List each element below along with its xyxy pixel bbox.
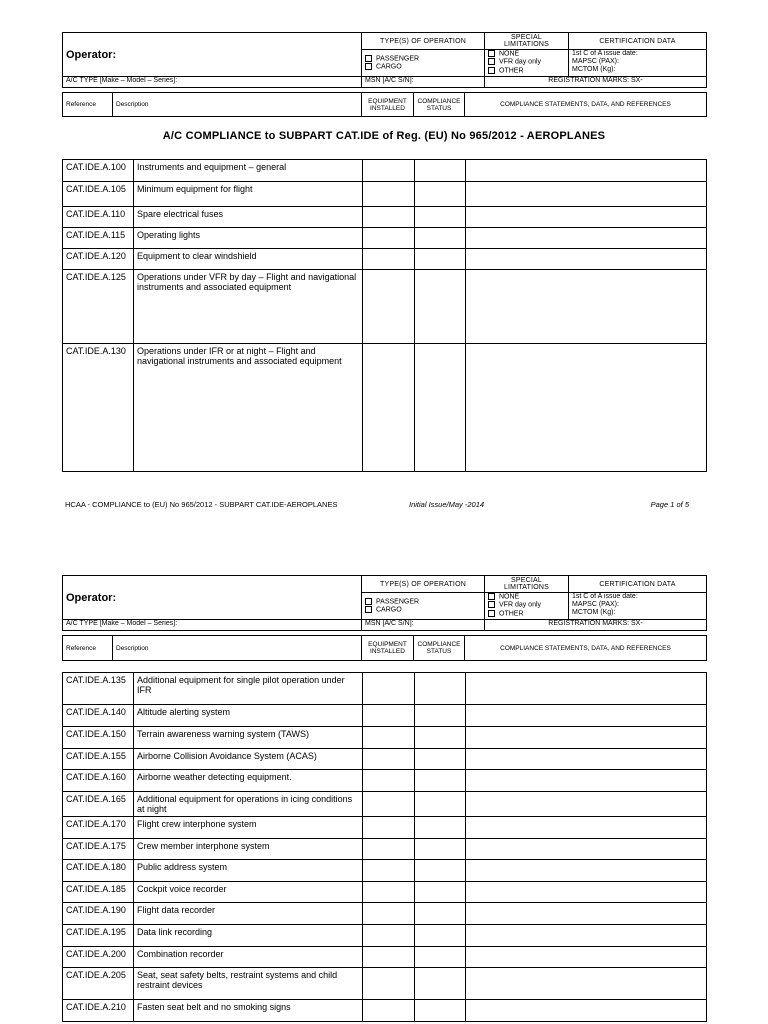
ref-cell: CAT.IDE.A.185 [63,882,134,903]
col-compliance-statements: COMPLIANCE STATEMENTS, DATA, AND REFERENCES [465,93,707,117]
ref-cell: CAT.IDE.A.170 [63,817,134,839]
types-of-operation-heading: TYPE(S) OF OPERATION [362,576,485,593]
statement-cell[interactable] [466,947,707,968]
certification-data-heading: CERTIFICATION DATA [569,33,707,50]
statement-cell[interactable] [466,270,707,344]
ref-cell: CAT.IDE.A.175 [63,839,134,860]
cert-data [569,593,707,620]
operation-types [362,50,485,77]
desc-cell: Flight data recorder [134,903,363,925]
col-description: Description [113,636,362,661]
status-cell[interactable] [415,228,466,249]
equipment-cell[interactable] [363,207,415,228]
statement-cell[interactable] [466,839,707,860]
ref-cell: CAT.IDE.A.100 [63,160,134,182]
msn-field: MSN [A/C S/N]: [362,77,485,88]
statement-cell[interactable] [466,860,707,882]
statement-cell[interactable] [466,705,707,727]
table-row [63,882,707,903]
ac-type-field: A/C TYPE [Make – Model – Series]: [63,620,362,631]
col-compliance-status: COMPLIANCE STATUS [414,636,465,661]
cert-mctom: MCTOM (Kg): [572,609,616,616]
ref-cell: CAT.IDE.A.130 [63,344,134,472]
equipment-cell[interactable] [363,228,415,249]
statement-cell[interactable] [466,228,707,249]
ac-type-field: A/C TYPE [Make – Model – Series]: [63,77,362,88]
table-row [63,968,707,1000]
col-reference: Reference [63,93,113,117]
checkbox-icon[interactable] [365,63,372,70]
checkbox-icon[interactable] [488,601,495,608]
registration-marks-field: REGISTRATION MARKS: SX- [485,620,707,631]
cert-mctom: MCTOM (Kg): [572,66,616,73]
status-cell[interactable] [415,792,466,817]
ref-cell: CAT.IDE.A.165 [63,792,134,817]
table-row [63,770,707,792]
desc-cell: Minimum equipment for flight [134,182,363,207]
ref-cell: CAT.IDE.A.210 [63,1000,134,1022]
equipment-cell[interactable] [363,705,415,727]
op-passenger: PASSENGER [376,55,420,62]
column-header-page2 [62,635,707,661]
ref-cell: CAT.IDE.A.135 [63,673,134,705]
column-header-page1 [62,92,707,117]
ref-cell: CAT.IDE.A.195 [63,925,134,947]
equipment-cell[interactable] [363,839,415,860]
col-equipment-installed: EQUIPMENT INSTALLED [362,93,414,117]
op-cargo: CARGO [376,63,402,71]
table-row [63,249,707,270]
status-cell[interactable] [415,817,466,839]
lim-other: OTHER [499,610,524,618]
table-row [63,160,707,182]
cert-mapsc: MAPSC (PAX): [572,58,619,65]
statement-cell[interactable] [466,925,707,947]
op-passenger: PASSENGER [376,598,420,605]
header-table-page1 [62,32,707,88]
lim-none: NONE [499,50,520,58]
ref-cell: CAT.IDE.A.205 [63,968,134,1000]
ref-cell: CAT.IDE.A.115 [63,228,134,249]
desc-cell: Public address system [134,860,363,882]
equipment-cell[interactable] [363,947,415,968]
operation-types [362,593,485,620]
statement-cell[interactable] [466,817,707,839]
limitations [485,593,569,620]
table-row [63,839,707,860]
desc-cell: Operations under VFR by day – Flight and navigational instruments and associated equipment [134,270,363,344]
status-cell[interactable] [415,903,466,925]
checkbox-icon[interactable] [488,50,495,57]
equipment-cell[interactable] [363,817,415,839]
status-cell[interactable] [415,968,466,1000]
statement-cell[interactable] [466,160,707,182]
checkbox-icon[interactable] [488,593,495,600]
desc-cell: Operations under IFR or at night – Flight and navigational instruments and associated equipment [134,344,363,472]
table-row [63,673,707,705]
equipment-cell[interactable] [363,727,415,749]
equipment-cell[interactable] [363,249,415,270]
desc-cell: Combination recorder [134,947,363,968]
equipment-cell[interactable] [363,792,415,817]
statement-cell[interactable] [466,1000,707,1022]
statement-cell[interactable] [466,344,707,472]
table-row [63,182,707,207]
special-limitations-heading: SPECIAL LIMITATIONS [485,33,569,50]
compliance-table-page2 [62,672,707,1022]
table-row [63,207,707,228]
statement-cell[interactable] [466,673,707,705]
table-row [63,792,707,817]
desc-cell: Seat, seat safety belts, restraint systems and child restraint devices [134,968,363,1000]
status-cell[interactable] [415,1000,466,1022]
desc-cell: Equipment to clear windshield [134,249,363,270]
footer-doc-title: HCAA - COMPLIANCE to (EU) No 965/2012 - SUBPART CAT.IDE-AEROPLANES [65,500,338,509]
statement-cell[interactable] [466,792,707,817]
status-cell[interactable] [415,839,466,860]
special-limitations-heading: SPECIAL LIMITATIONS [485,576,569,593]
status-cell[interactable] [415,860,466,882]
status-cell[interactable] [415,344,466,472]
status-cell[interactable] [415,673,466,705]
status-cell[interactable] [415,925,466,947]
table-row [63,903,707,925]
desc-cell: Additional equipment for operations in icing conditions at night [134,792,363,817]
desc-cell: Spare electrical fuses [134,207,363,228]
status-cell[interactable] [415,182,466,207]
checkbox-icon[interactable] [365,606,372,613]
table-row [63,705,707,727]
desc-cell: Additional equipment for single pilot operation under IFR [134,673,363,705]
col-compliance-statements: COMPLIANCE STATEMENTS, DATA, AND REFERENCES [465,636,707,661]
lim-vfr: VFR day only [499,601,542,609]
ref-cell: CAT.IDE.A.200 [63,947,134,968]
ref-cell: CAT.IDE.A.125 [63,270,134,344]
table-row [63,270,707,344]
status-cell[interactable] [415,270,466,344]
status-cell[interactable] [415,749,466,770]
ref-cell: CAT.IDE.A.190 [63,903,134,925]
equipment-cell[interactable] [363,160,415,182]
ref-cell: CAT.IDE.A.160 [63,770,134,792]
equipment-cell[interactable] [363,1000,415,1022]
ref-cell: CAT.IDE.A.140 [63,705,134,727]
statement-cell[interactable] [466,727,707,749]
ref-cell: CAT.IDE.A.155 [63,749,134,770]
operator-label: Operator: [63,33,362,77]
statement-cell[interactable] [466,249,707,270]
statement-cell[interactable] [466,770,707,792]
status-cell[interactable] [415,882,466,903]
desc-cell: Operating lights [134,228,363,249]
col-reference: Reference [63,636,113,661]
checkbox-icon[interactable] [365,598,372,605]
certification-data-heading: CERTIFICATION DATA [569,576,707,593]
table-row [63,1000,707,1022]
table-row [63,344,707,472]
status-cell[interactable] [415,727,466,749]
equipment-cell[interactable] [363,925,415,947]
desc-cell: Airborne weather detecting equipment. [134,770,363,792]
desc-cell: Flight crew interphone system [134,817,363,839]
equipment-cell[interactable] [363,749,415,770]
table-row [63,228,707,249]
equipment-cell[interactable] [363,770,415,792]
table-row [63,860,707,882]
statement-cell[interactable] [466,182,707,207]
cert-data [569,50,707,77]
msn-field: MSN [A/C S/N]: [362,620,485,631]
col-equipment-installed: EQUIPMENT INSTALLED [362,636,414,661]
ref-cell: CAT.IDE.A.180 [63,860,134,882]
cert-mapsc: MAPSC (PAX): [572,601,619,608]
status-cell[interactable] [415,770,466,792]
limitations [485,50,569,77]
table-row [63,817,707,839]
compliance-table-page1 [62,159,707,472]
page-title: A/C COMPLIANCE to SUBPART CAT.IDE of Reg. (EU) No 965/2012 - AEROPLANES [162,130,606,142]
desc-cell: Airborne Collision Avoidance System (ACAS) [134,749,363,770]
checkbox-icon[interactable] [365,55,372,62]
table-row [63,925,707,947]
statement-cell[interactable] [466,749,707,770]
desc-cell: Fasten seat belt and no smoking signs [134,1000,363,1022]
header-table-page2 [62,575,707,631]
status-cell[interactable] [415,207,466,228]
statement-cell[interactable] [466,903,707,925]
desc-cell: Terrain awareness warning system (TAWS) [134,727,363,749]
ref-cell: CAT.IDE.A.150 [63,727,134,749]
col-compliance-status: COMPLIANCE STATUS [414,93,465,117]
status-cell[interactable] [415,249,466,270]
equipment-cell[interactable] [363,673,415,705]
equipment-cell[interactable] [363,968,415,1000]
operator-label: Operator: [63,576,362,620]
statement-cell[interactable] [466,968,707,1000]
footer-issue: Initial Issue/May -2014 [409,500,485,509]
equipment-cell[interactable] [363,860,415,882]
op-cargo: CARGO [376,606,402,614]
desc-cell: Altitude alerting system [134,705,363,727]
desc-cell: Instruments and equipment – general [134,160,363,182]
desc-cell: Crew member interphone system [134,839,363,860]
col-description: Description [113,93,362,117]
cert-issue: 1st C of A issue date: [572,593,638,600]
cert-issue: 1st C of A issue date: [572,50,638,57]
lim-other: OTHER [499,67,524,75]
footer-page-number: Page 1 of 5 [650,500,689,509]
ref-cell: CAT.IDE.A.110 [63,207,134,228]
lim-none: NONE [499,593,520,601]
equipment-cell[interactable] [363,903,415,925]
registration-marks-field: REGISTRATION MARKS: SX- [485,77,707,88]
types-of-operation-heading: TYPE(S) OF OPERATION [362,33,485,50]
statement-cell[interactable] [466,882,707,903]
checkbox-icon[interactable] [488,67,495,74]
table-row [63,947,707,968]
ref-cell: CAT.IDE.A.105 [63,182,134,207]
status-cell[interactable] [415,160,466,182]
equipment-cell[interactable] [363,182,415,207]
status-cell[interactable] [415,947,466,968]
ref-cell: CAT.IDE.A.120 [63,249,134,270]
checkbox-icon[interactable] [488,610,495,617]
status-cell[interactable] [415,705,466,727]
equipment-cell[interactable] [363,882,415,903]
desc-cell: Data link recording [134,925,363,947]
equipment-cell[interactable] [363,270,415,344]
checkbox-icon[interactable] [488,58,495,65]
table-row [63,749,707,770]
lim-vfr: VFR day only [499,58,542,66]
statement-cell[interactable] [466,207,707,228]
equipment-cell[interactable] [363,344,415,472]
desc-cell: Cockpit voice recorder [134,882,363,903]
table-row [63,727,707,749]
